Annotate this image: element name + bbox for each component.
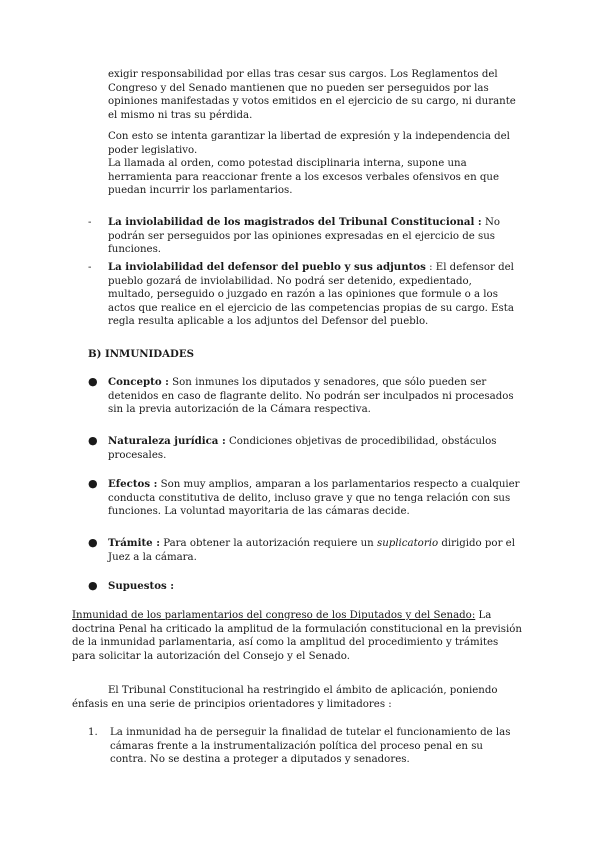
bullet-item-text: Son muy amplios, amparan a los parlamentarios respecto a cualquier conducta constitutiva de delito, incluso grave y que no tenga relación con sus funciones. La voluntad mayoritaria de las cámaras decide. — [108, 479, 520, 517]
bullet-item-content — [108, 580, 520, 594]
inmunidad-paragraph — [72, 609, 522, 663]
dash-marker: - — [88, 217, 92, 228]
bullet-item-content — [108, 376, 520, 417]
bullet-marker: ● — [88, 477, 98, 490]
bullet-item-title: Concepto : — [108, 376, 169, 388]
dash-item-magistrados — [88, 216, 520, 257]
bullet-item-concepto — [88, 376, 520, 417]
bullet-item-text: Son inmunes los diputados y senadores, que sólo pueden ser detenidos en caso de flagrante delito. No podrán ser inculpados ni procesados sin la previa autorización de la Cámara respectiva. — [108, 377, 514, 415]
bullet-item-title: Efectos : — [108, 478, 158, 490]
dash-item-title: La inviolabilidad de los magistrados del Tribunal Constitucional : — [108, 216, 482, 228]
dash-marker: - — [88, 262, 92, 273]
continuation-paragraph-2: Con esto se intenta garantizar la libertad de expresión y la independencia del poder legislativo. — [108, 131, 510, 156]
dash-item-content — [108, 216, 520, 257]
bullet-item-text-after: dirigido por el Juez a la cámara. — [108, 538, 515, 563]
dash-item-defensor — [88, 261, 520, 329]
continuation-paragraph-1: exigir responsabilidad por ellas tras cesar sus cargos. Los Reglamentos del Congreso y del Senado mantienen que no pueden ser perseguidos por las opiniones manifestadas y votos emitidos en el ejercicio de su cargo, ni durante el mismo ni tras su pérdida. — [108, 69, 516, 121]
section-heading-inmunidades: B) INMUNIDADES — [88, 348, 194, 360]
bullet-item-title: Trámite : — [108, 537, 160, 549]
bullet-item-content — [108, 537, 520, 564]
inmunidad-text: La doctrina Penal ha criticado la amplitud de la formulación constitucional en la previsión de la inmunidad parlamentaria, así como la amplitud del procedimiento y trámites para solicitar la autorización del Consejo y el Senado. — [72, 610, 522, 662]
bullet-item-text: Condiciones objetivas de procedibilidad, obstáculos procesales. — [108, 436, 497, 461]
numbered-item-text: La inmunidad ha de perseguir la finalidad de tutelar el funcionamiento de las cámaras frente a la instrumentalización política del proceso penal en su contra. No se destina a proteger a diputados y senadores. — [110, 727, 511, 765]
bullet-item-content — [108, 435, 520, 462]
bullet-item-title: Supuestos : — [108, 580, 175, 592]
bullet-marker: ● — [88, 434, 98, 447]
bullet-item-tramite — [88, 537, 520, 564]
bullet-item-text-before: Para obtener la autorización requiere un — [159, 538, 377, 549]
tribunal-paragraph: El Tribunal Constitucional ha restringido el ámbito de aplicación, poniendo énfasis en una serie de principios orientadores y limitadores : — [72, 685, 498, 710]
inmunidad-heading: Inmunidad de los parlamentarios del congreso de los Diputados y del Senado: — [72, 610, 476, 621]
bullet-marker: ● — [88, 579, 98, 592]
bullet-marker: ● — [88, 536, 98, 549]
dash-item-text: No podrán ser perseguidos por las opiniones expresadas en el ejercicio de sus funciones. — [108, 217, 500, 255]
dash-item-content — [108, 261, 520, 329]
continuation-paragraph-3: La llamada al orden, como potestad disciplinaria interna, supone una herramienta para reaccionar frente a los excesos verbales ofensivos en que puedan incurrir los parlamentarios. — [108, 158, 499, 196]
bullet-item-supuestos — [88, 580, 520, 594]
dash-item-text: : El defensor del pueblo gozará de inviolabilidad. No podrá ser detenido, expedientado, multado, perseguido o juzgado en razón a las opiniones que formule o a los actos que realice en el ejercicio de las competencias propias de su cargo. Esta regla resulta aplicable a los adjuntos del Defensor del pueblo. — [108, 262, 514, 327]
numbered-item-1 — [88, 726, 520, 767]
dash-item-title: La inviolabilidad del defensor del pueblo y sus adjuntos — [108, 261, 426, 273]
number-marker: 1. — [88, 727, 98, 738]
bullet-item-text-italic: suplicatorio — [376, 538, 439, 549]
bullet-item-title: Naturaleza jurídica : — [108, 435, 226, 447]
bullet-item-efectos — [88, 478, 520, 519]
bullet-item-naturaleza — [88, 435, 520, 462]
bullet-item-content — [108, 478, 520, 519]
bullet-marker: ● — [88, 375, 98, 388]
